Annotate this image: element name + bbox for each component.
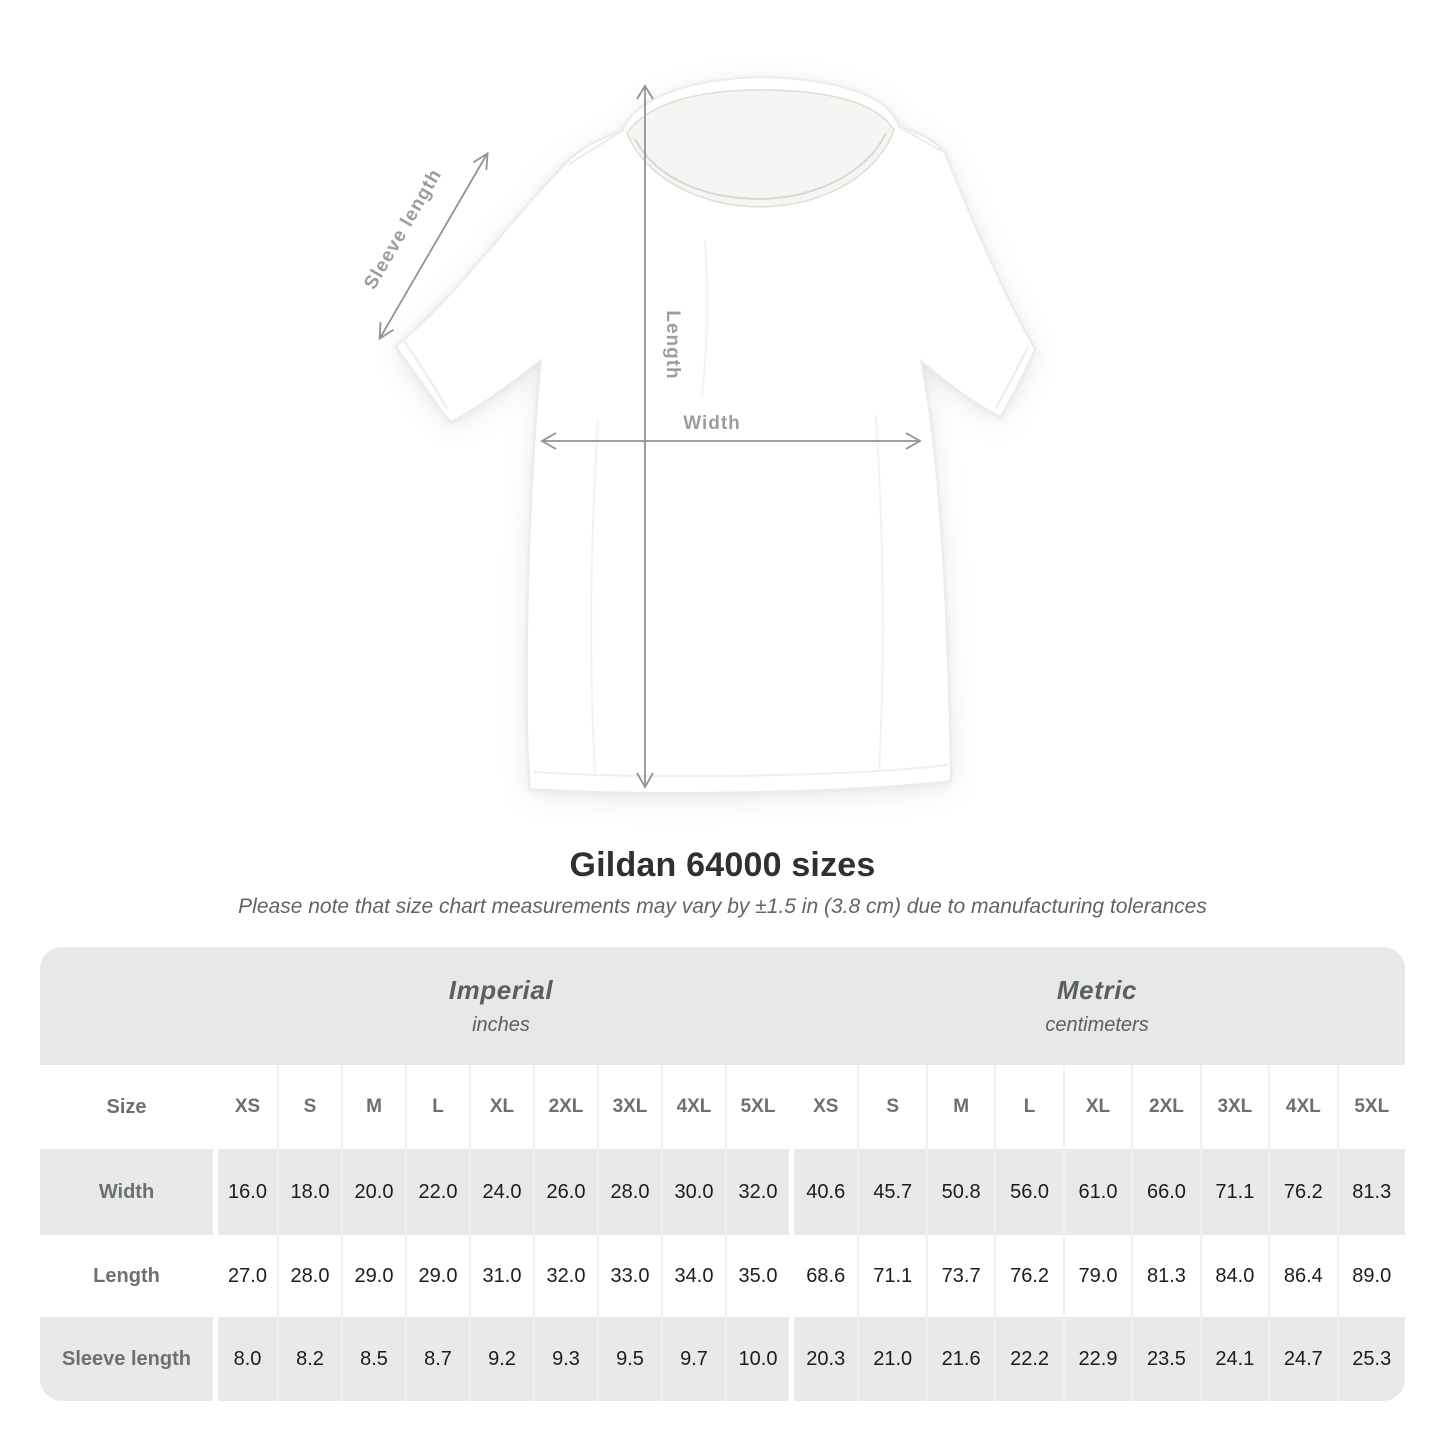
size-col-header: 3XL bbox=[1200, 1065, 1268, 1149]
value-cell: 32.0 bbox=[725, 1149, 789, 1235]
imperial-title: Imperial bbox=[448, 975, 554, 1005]
value-cell: 33.0 bbox=[597, 1235, 661, 1317]
value-cell: 16.0 bbox=[213, 1149, 277, 1235]
sleeve-length-label: Sleeve length bbox=[360, 165, 447, 294]
units-band-row bbox=[40, 947, 1405, 1065]
value-cell: 25.3 bbox=[1337, 1317, 1405, 1401]
value-cell: 28.0 bbox=[597, 1149, 661, 1235]
size-col-header: XL bbox=[469, 1065, 533, 1149]
imperial-unit: inches bbox=[472, 1014, 530, 1036]
value-cell: 86.4 bbox=[1268, 1235, 1336, 1317]
size-table bbox=[40, 947, 1405, 1401]
value-cell: 45.7 bbox=[857, 1149, 925, 1235]
value-cell: 22.9 bbox=[1063, 1317, 1131, 1401]
size-col-header: L bbox=[405, 1065, 469, 1149]
metric-section-header bbox=[789, 947, 1405, 1065]
value-cell: 8.0 bbox=[213, 1317, 277, 1401]
size-col-header: M bbox=[341, 1065, 405, 1149]
imperial-section-header bbox=[213, 947, 789, 1065]
value-cell: 9.3 bbox=[533, 1317, 597, 1401]
size-col-header: 2XL bbox=[1131, 1065, 1199, 1149]
value-cell: 10.0 bbox=[725, 1317, 789, 1401]
row-label: Sleeve length bbox=[40, 1317, 213, 1401]
value-cell: 21.6 bbox=[926, 1317, 994, 1401]
value-cell: 24.0 bbox=[469, 1149, 533, 1235]
value-cell: 56.0 bbox=[994, 1149, 1062, 1235]
width-label: Width bbox=[683, 413, 741, 434]
value-cell: 89.0 bbox=[1337, 1235, 1405, 1317]
size-col-header: 4XL bbox=[661, 1065, 725, 1149]
value-cell: 8.2 bbox=[277, 1317, 341, 1401]
value-cell: 35.0 bbox=[725, 1235, 789, 1317]
value-cell: 61.0 bbox=[1063, 1149, 1131, 1235]
value-cell: 34.0 bbox=[661, 1235, 725, 1317]
value-cell: 40.6 bbox=[789, 1149, 857, 1235]
length-row bbox=[40, 1235, 1405, 1317]
size-col-header: 5XL bbox=[1337, 1065, 1405, 1149]
metric-unit: centimeters bbox=[1045, 1014, 1149, 1036]
value-cell: 22.0 bbox=[405, 1149, 469, 1235]
size-col-header: XL bbox=[1063, 1065, 1131, 1149]
value-cell: 20.0 bbox=[341, 1149, 405, 1235]
value-cell: 50.8 bbox=[926, 1149, 994, 1235]
value-cell: 20.3 bbox=[789, 1317, 857, 1401]
value-cell: 18.0 bbox=[277, 1149, 341, 1235]
size-col-header: XS bbox=[789, 1065, 857, 1149]
value-cell: 76.2 bbox=[994, 1235, 1062, 1317]
size-col-header: 5XL bbox=[725, 1065, 789, 1149]
row-label: Width bbox=[40, 1149, 213, 1235]
width-row bbox=[40, 1149, 1405, 1235]
value-cell: 76.2 bbox=[1268, 1149, 1336, 1235]
metric-title: Metric bbox=[1056, 975, 1138, 1005]
value-cell: 68.6 bbox=[789, 1235, 857, 1317]
size-corner-label: Size bbox=[40, 1065, 213, 1149]
value-cell: 8.7 bbox=[405, 1317, 469, 1401]
band-corner bbox=[40, 947, 213, 1065]
value-cell: 71.1 bbox=[1200, 1149, 1268, 1235]
value-cell: 23.5 bbox=[1131, 1317, 1199, 1401]
size-col-header: 2XL bbox=[533, 1065, 597, 1149]
value-cell: 31.0 bbox=[469, 1235, 533, 1317]
value-cell: 8.5 bbox=[341, 1317, 405, 1401]
value-cell: 73.7 bbox=[926, 1235, 994, 1317]
value-cell: 29.0 bbox=[405, 1235, 469, 1317]
page-title: Gildan 64000 sizes bbox=[569, 846, 876, 884]
tshirt-image bbox=[396, 77, 1035, 793]
value-cell: 84.0 bbox=[1200, 1235, 1268, 1317]
value-cell: 24.1 bbox=[1200, 1317, 1268, 1401]
value-cell: 32.0 bbox=[533, 1235, 597, 1317]
size-col-header: 4XL bbox=[1268, 1065, 1336, 1149]
value-cell: 30.0 bbox=[661, 1149, 725, 1235]
value-cell: 9.5 bbox=[597, 1317, 661, 1401]
value-cell: 29.0 bbox=[341, 1235, 405, 1317]
size-header-row bbox=[40, 1065, 1405, 1149]
value-cell: 81.3 bbox=[1131, 1235, 1199, 1317]
size-col-header: L bbox=[994, 1065, 1062, 1149]
page-subtitle: Please note that size chart measurements may vary by ±1.5 in (3.8 cm) due to manufacturing tolerances bbox=[238, 895, 1207, 918]
value-cell: 26.0 bbox=[533, 1149, 597, 1235]
size-table-grid bbox=[40, 947, 1405, 1401]
size-col-header: 3XL bbox=[597, 1065, 661, 1149]
sleeve-length-row bbox=[40, 1317, 1405, 1401]
value-cell: 81.3 bbox=[1337, 1149, 1405, 1235]
value-cell: 24.7 bbox=[1268, 1317, 1336, 1401]
value-cell: 79.0 bbox=[1063, 1235, 1131, 1317]
value-cell: 66.0 bbox=[1131, 1149, 1199, 1235]
size-col-header: S bbox=[857, 1065, 925, 1149]
length-label: Length bbox=[662, 310, 683, 380]
value-cell: 9.7 bbox=[661, 1317, 725, 1401]
value-cell: 71.1 bbox=[857, 1235, 925, 1317]
row-label: Length bbox=[40, 1235, 213, 1317]
size-col-header: XS bbox=[213, 1065, 277, 1149]
value-cell: 27.0 bbox=[213, 1235, 277, 1317]
size-col-header: M bbox=[926, 1065, 994, 1149]
size-col-header: S bbox=[277, 1065, 341, 1149]
value-cell: 21.0 bbox=[857, 1317, 925, 1401]
value-cell: 22.2 bbox=[994, 1317, 1062, 1401]
value-cell: 28.0 bbox=[277, 1235, 341, 1317]
value-cell: 9.2 bbox=[469, 1317, 533, 1401]
